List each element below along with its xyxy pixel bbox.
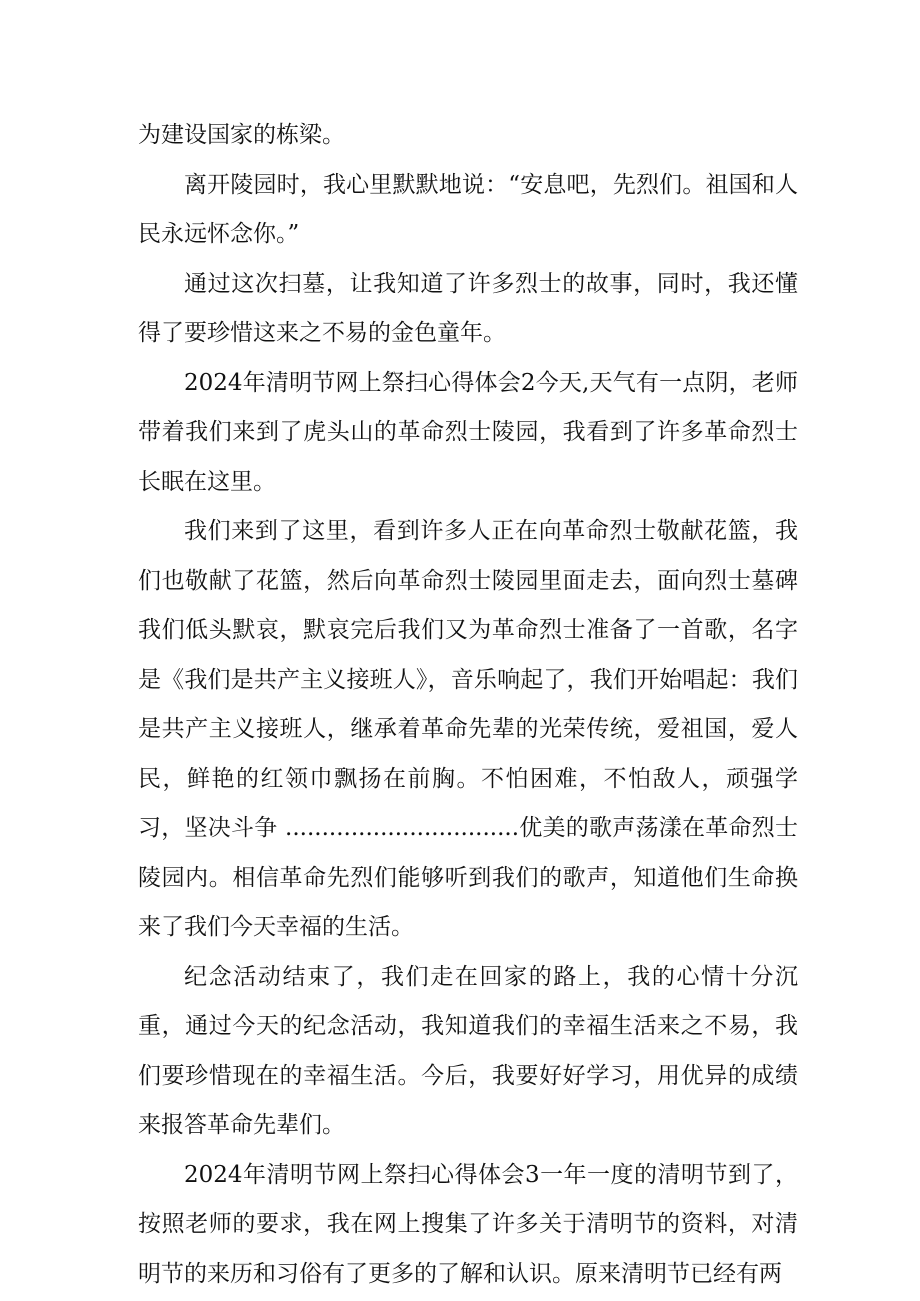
paragraph-4: 2024年清明节网上祭扫心得体会2今天,天气有一点阴，老师带着我们来到了虎头山的革命烈士陵园，我看到了许多革命烈士长眠在这里。 (138, 369, 798, 495)
paragraph-3: 通过这次扫墓，让我知道了许多烈士的故事，同时，我还懂得了要珍惜这来之不易的金色童年。 (138, 270, 798, 346)
paragraph-7: 2024年清明节网上祭扫心得体会3一年一度的清明节到了，按照老师的要求，我在网上搜集了许多关于清明节的资料，对清明节的来历和习俗有了更多的了解和认识。原来清明节已经有两 (138, 1161, 798, 1287)
document-body (138, 111, 798, 1299)
paragraph-2: 离开陵园时，我心里默默地说：“安息吧，先烈们。祖国和人民永远怀念你。” (138, 171, 798, 247)
paragraph-1: 为建设国家的栋梁。 (138, 122, 345, 148)
paragraph-5: 我们来到了这里，看到许多人正在向革命烈士敬献花篮，我们也敬献了花篮，然后向革命烈士陵园里面走去，面向烈士墓碑我们低头默哀，默哀完后我们又为革命烈士准备了一首歌，名字是《我们是共产主义接班人》，音乐响起了，我们开始唱起：我们是共产主义接班人，继承着革命先辈的光荣传统，爱祖国，爱人民，鲜艳的红领巾飘扬在前胸。不怕困难，不怕敌人，顽强学习，坚决斗争 ................................优美的歌声荡漾在革命烈士陵园内。相信革命先烈们能够听到我们的歌声，知道他们生命换来了我们今天幸福的生活。 (138, 518, 798, 940)
paragraph-6: 纪念活动结束了，我们走在回家的路上，我的心情十分沉重，通过今天的纪念活动，我知道我们的幸福生活来之不易，我们要珍惜现在的幸福生活。今后，我要好好学习，用优异的成绩来报答革命先辈们。 (138, 963, 798, 1138)
